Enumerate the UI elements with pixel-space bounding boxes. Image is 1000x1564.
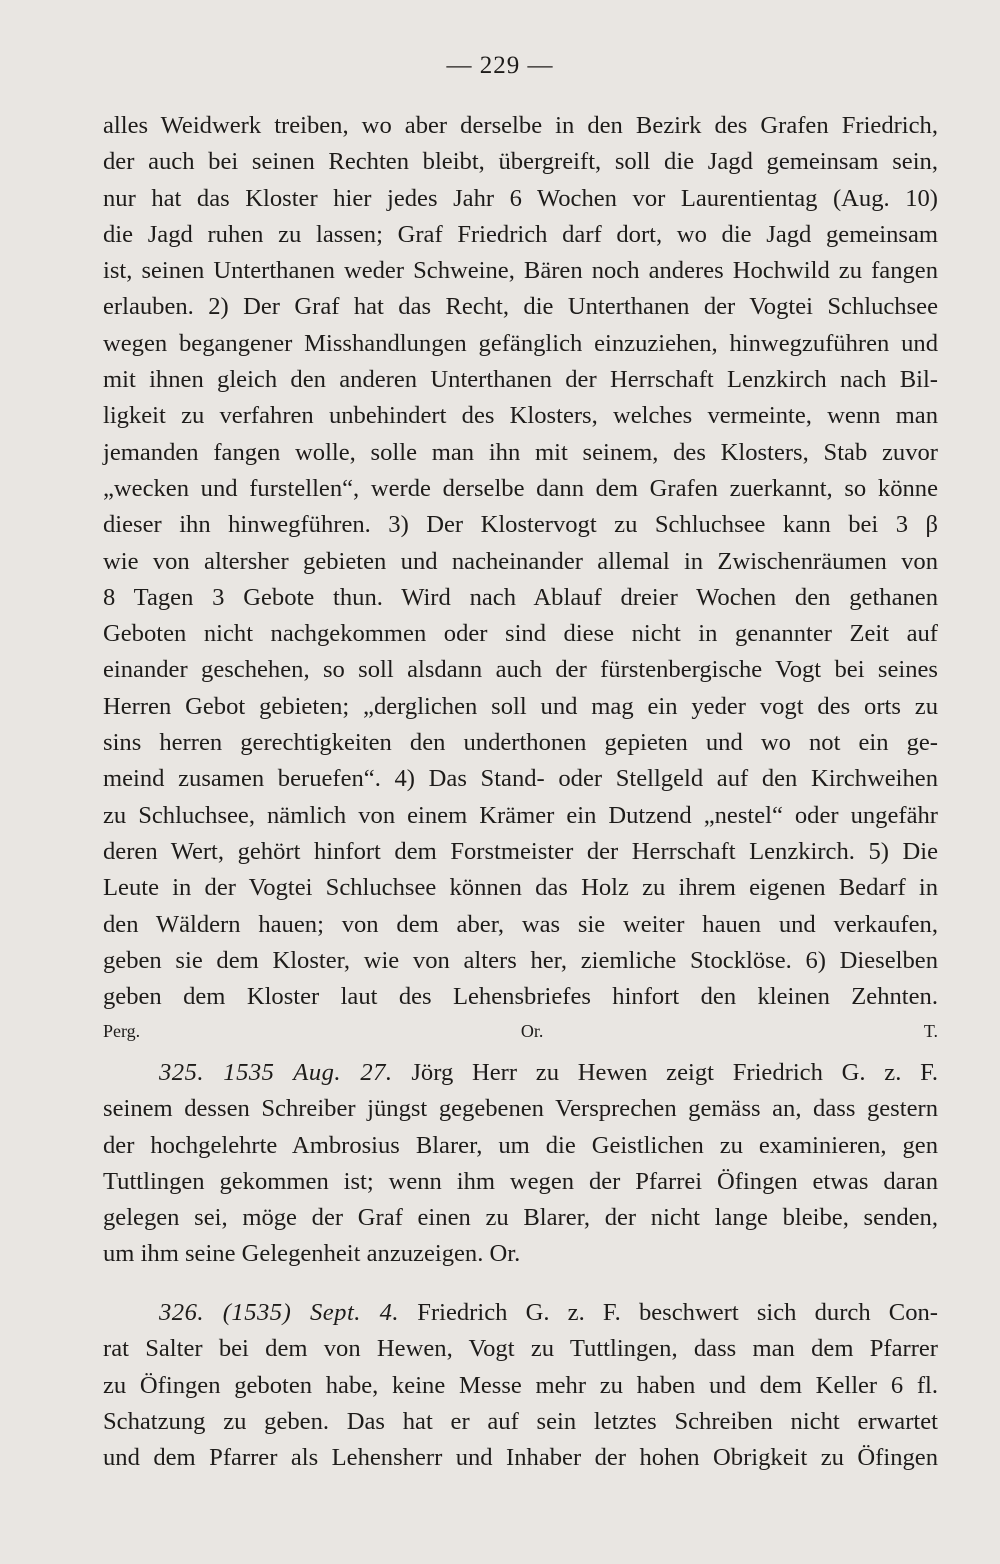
text-line: deren Wert, gehört hinfort dem Forstmeister der Herrschaft Lenzkirch. 5) Die <box>103 837 938 865</box>
text-line: wegen begangener Misshandlungen gefänglich einzuziehen, hinwegzuführen und <box>103 329 938 357</box>
text-line: Geboten nicht nachgekommen oder sind diese nicht in genannter Zeit auf <box>103 620 938 648</box>
source-signature-line <box>103 1015 938 1047</box>
editor-signature: T. <box>923 1021 938 1042</box>
text-line: Leute in der Vogtei Schluchsee können das Holz zu ihrem eigenen Bedarf in <box>103 874 938 902</box>
text-line: den Wäldern hauen; von dem aber, was sie weiter hauen und verkaufen, <box>103 910 938 938</box>
text-line: die Jagd ruhen zu lassen; Graf Friedrich darf dort, wo die Jagd gemeinsam <box>103 220 938 248</box>
text-line: zu Schluchsee, nämlich von einem Krämer ein Dutzend „nestel“ oder ungefähr <box>103 801 938 829</box>
text-line: wie von altersher gebieten und nacheinander allemal in Zwischenräumen von <box>103 547 938 575</box>
entry-325 <box>103 1055 938 1273</box>
text-line: jemanden fangen wolle, solle man ihn mit seinem, des Klosters, Stab zuvor <box>103 438 938 466</box>
text-line: ligkeit zu verfahren unbehindert des Klosters, welches vermeinte, wenn man <box>103 402 938 430</box>
entry-first-line <box>103 1055 938 1091</box>
entry-326 <box>103 1295 938 1476</box>
text-line: gelegen sei, möge der Graf einen zu Blarer, der nicht lange bleibe, senden, <box>103 1204 938 1232</box>
text-line: seinem dessen Schreiber jüngst gegebenen Versprechen gemäss an, dass gestern <box>103 1095 938 1123</box>
text-line: geben sie dem Kloster, wie von alters her, ziemliche Stocklöse. 6) Dieselben <box>103 946 938 974</box>
page-number: — 229 — <box>446 52 554 79</box>
entry-324-continuation <box>103 108 938 1047</box>
text-line: um ihm seine Gelegenheit anzuzeigen. Or. <box>103 1240 521 1268</box>
text-line: alles Weidwerk treiben, wo aber derselbe in den Bezirk des Grafen Friedrich, <box>103 112 938 139</box>
text-line: ist, seinen Unterthanen weder Schweine, Bären noch anderes Hochwild zu fangen <box>103 257 938 285</box>
text-line: nur hat das Kloster hier jedes Jahr 6 Wochen vor Laurentientag (Aug. 10) <box>103 184 938 212</box>
text-line: „wecken und furstellen“, werde derselbe dann dem Grafen zuerkannt, so könne <box>103 474 938 502</box>
text-line: sins herren gerechtigkeiten den underthonen gepieten und wo not ein ge- <box>103 729 938 757</box>
text-line: Schatzung zu geben. Das hat er auf sein letztes Schreiben nicht erwartet <box>103 1407 938 1435</box>
text-line: dieser ihn hinwegführen. 3) Der Klostervogt zu Schluchsee kann bei 3 β <box>103 511 938 539</box>
entry-first-line <box>103 1295 938 1331</box>
entry-first-line-text: Jörg Herr zu Hewen zeigt Friedrich G. z. F. <box>411 1059 938 1086</box>
text-line: zu Öfingen geboten habe, keine Messe mehr zu haben und dem Keller 6 fl. <box>103 1371 938 1399</box>
text-line: mit ihnen gleich den anderen Unterthanen der Herrschaft Lenzkirch nach Bil- <box>103 366 938 394</box>
text-line: erlauben. 2) Der Graf hat das Recht, die Unterthanen der Vogtei Schluchsee <box>103 293 938 321</box>
entry-heading: 325. 1535 Aug. 27. <box>159 1059 393 1086</box>
text-line: der hochgelehrte Ambrosius Blarer, um die Geistlichen zu examinieren, gen <box>103 1131 938 1159</box>
text-line: einander geschehen, so soll alsdann auch der fürstenbergische Vogt bei seines <box>103 656 938 684</box>
text-line: und dem Pfarrer als Lehensherr und Inhaber der hohen Obrigkeit zu Öfingen <box>103 1444 938 1472</box>
text-line: 8 Tagen 3 Gebote thun. Wird nach Ablauf dreier Wochen den gethanen <box>103 583 938 611</box>
entry-first-line-text: Friedrich G. z. F. beschwert sich durch Con- <box>417 1299 938 1326</box>
text-line: geben dem Kloster laut des Lehensbriefes hinfort den kleinen Zehnten. <box>103 983 938 1011</box>
source-note: Perg. Or. <box>103 1021 544 1042</box>
entry-heading: 326. (1535) Sept. 4. <box>159 1299 400 1326</box>
text-line: der auch bei seinen Rechten bleibt, übergreift, soll die Jagd gemeinsam sein, <box>103 148 938 176</box>
text-line: meind zusamen beruefen“. 4) Das Stand- oder Stellgeld auf den Kirchweihen <box>103 765 938 793</box>
text-line: Tuttlingen gekommen ist; wenn ihm wegen der Pfarrei Öfingen etwas daran <box>103 1167 938 1195</box>
text-line: Herren Gebot gebieten; „derglichen soll und mag ein yeder vogt des orts zu <box>103 692 938 720</box>
text-line: rat Salter bei dem von Hewen, Vogt zu Tuttlingen, dass man dem Pfarrer <box>103 1335 938 1363</box>
